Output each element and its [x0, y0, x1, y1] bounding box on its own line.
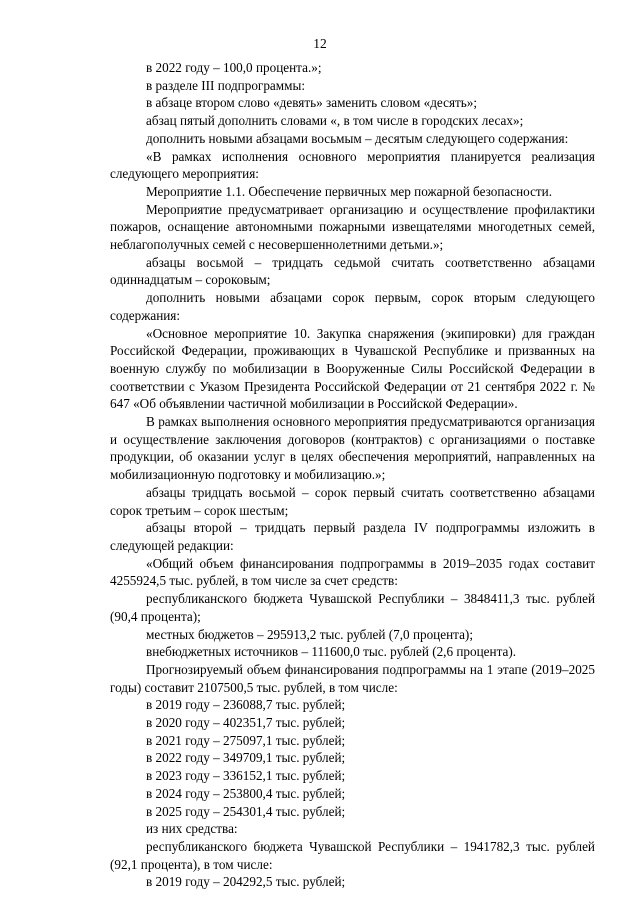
paragraph: дополнить новыми абзацами восьмым – десятым следующего содержания: [146, 130, 569, 146]
paragraph: Мероприятие 1.1. Обеспечение первичных мер пожарной безопасности. [146, 183, 553, 199]
paragraph: республиканского бюджета Чувашской Республики – 3848411,3 тыс. рублей (90,4 процента); [110, 591, 595, 624]
paragraph: дополнить новыми абзацами сорок первым, сорок вторым следующего содержания: [110, 290, 595, 323]
paragraph: В рамках выполнения основного мероприятия предусматриваются организация и осуществление заключения договоров (контрактов) с организациями о поставке продукции, об оказании услуг в целях обеспечения мероприятий, направленных на мобилизационную подготовку и мобилизацию.»; [110, 414, 595, 483]
paragraph: абзацы восьмой – тридцать седьмой считать соответственно абзацами одиннадцатым – сороковым; [110, 254, 595, 288]
paragraph: местных бюджетов – 295913,2 тыс. рублей (7,0 процента); [146, 626, 473, 642]
paragraph: в 2023 году – 336152,1 тыс. рублей; [146, 768, 346, 784]
paragraph: в абзаце втором слово «девять» заменить словом «десять»; [146, 95, 478, 111]
paragraph: в 2020 году – 402351,7 тыс. рублей; [146, 715, 346, 731]
paragraph: в 2019 году – 204292,5 тыс. рублей; [146, 874, 346, 890]
paragraph: в разделе III подпрограммы: [146, 77, 306, 93]
paragraph: «Основное мероприятие 10. Закупка снаряжения (экипировки) для граждан Российской Федерации, проживающих в Чувашской Республике и призванных на военную службу по мобилизации в Вооруженные Силы Российской Федерации в соответствии с Указом Президента Российской Федерации от 21 сентября 2022 г. № 647 «Об объявлении частичной мобилизации в Российской Федерации». [110, 325, 595, 412]
document-body [110, 59, 595, 891]
paragraph: в 2022 году – 100,0 процента.»; [146, 60, 322, 75]
paragraph: в 2025 году – 254301,4 тыс. рублей; [146, 803, 346, 819]
paragraph: «В рамках исполнения основного мероприятия планируется реализация следующего мероприятия: [110, 148, 595, 182]
paragraph: в 2022 году – 349709,1 тыс. рублей; [146, 750, 346, 766]
paragraph: внебюджетных источников – 111600,0 тыс. рублей (2,6 процента). [146, 644, 517, 660]
page-number: 12 [313, 36, 327, 51]
paragraph: Мероприятие предусматривает организацию и осуществление профилактики пожаров, оснащение автономными пожарными извещателями многодетных семей, неблагополучных семей с несовершеннолетними детьми.»; [110, 201, 595, 253]
paragraph: абзацы тридцать восьмой – сорок первый считать соответственно абзацами сорок третьим – сорок шестым; [110, 484, 595, 518]
paragraph: абзацы второй – тридцать первый раздела IV подпрограммы изложить в следующей редакции: [110, 520, 595, 553]
paragraph: абзац пятый дополнить словами «, в том числе в городских лесах»; [146, 113, 524, 129]
paragraph: в 2021 году – 275097,1 тыс. рублей; [146, 732, 346, 748]
paragraph: в 2019 году – 236088,7 тыс. рублей; [146, 697, 346, 713]
paragraph: из них средства: [146, 821, 238, 837]
paragraph: «Общий объем финансирования подпрограммы в 2019–2035 годах составит 4255924,5 тыс. рублей, в том числе за счет средств: [110, 555, 595, 589]
paragraph: Прогнозируемый объем финансирования подпрограммы на 1 этапе (2019–2025 годы) составит 2107500,5 тыс. рублей, в том числе: [110, 661, 595, 695]
paragraph: республиканского бюджета Чувашской Республики – 1941782,3 тыс. рублей (92,1 процента), в том числе: [110, 838, 595, 872]
paragraph: в 2024 году – 253800,4 тыс. рублей; [146, 785, 346, 801]
